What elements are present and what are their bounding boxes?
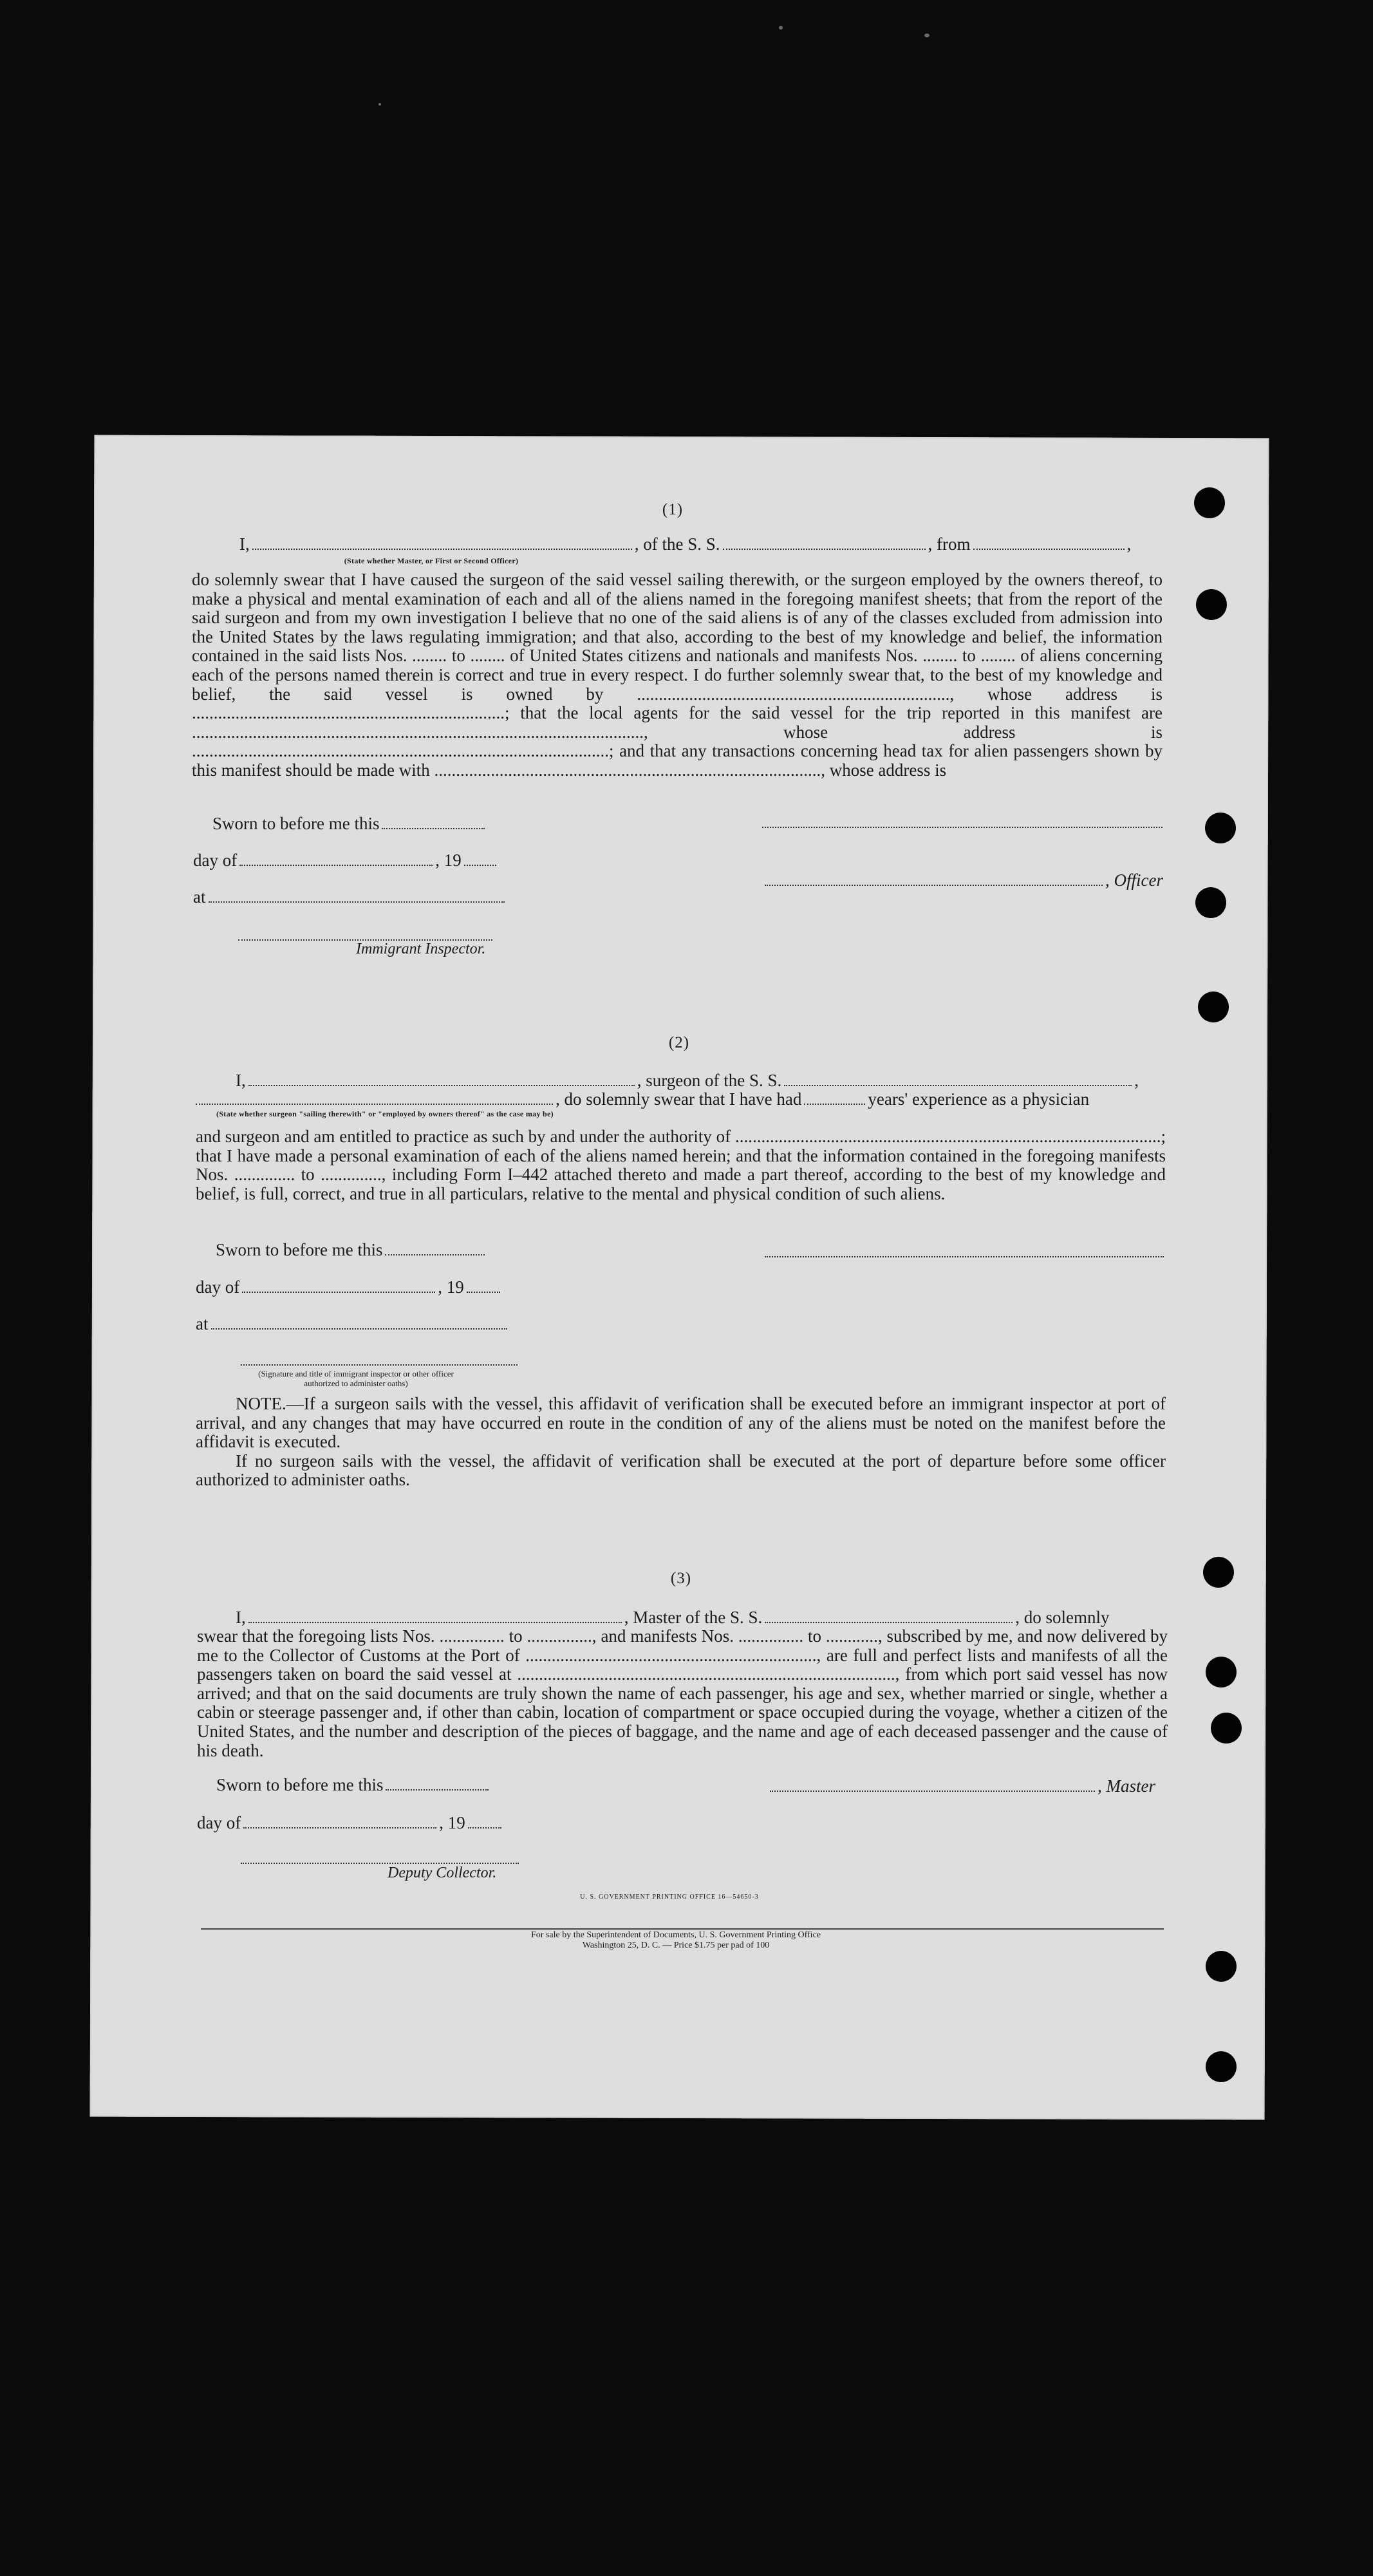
text: , do solemnly swear that I have had xyxy=(556,1089,802,1109)
section-1-opening-line xyxy=(239,534,1131,554)
section-3-master xyxy=(767,1776,1155,1796)
text: I, xyxy=(236,1608,246,1627)
punch-hole xyxy=(1203,1557,1234,1588)
blank xyxy=(382,827,485,829)
text: , Master of the S. S. xyxy=(624,1608,763,1627)
sale-notice-1: For sale by the Superintendent of Documents, U. S. Government Printing Office xyxy=(531,1930,821,1940)
name-blank xyxy=(252,548,632,550)
scan-speck xyxy=(779,26,783,30)
punch-hole xyxy=(1194,487,1225,518)
section-1-day-of xyxy=(193,851,499,870)
punch-hole xyxy=(1211,1713,1242,1744)
text: , xyxy=(1134,1071,1139,1090)
section-1-sworn xyxy=(212,814,487,834)
blank xyxy=(243,1827,436,1829)
text: , of the S. S. xyxy=(634,534,720,554)
punch-hole xyxy=(1206,1951,1237,1982)
section-2-body xyxy=(196,1127,1166,1203)
section-2-number: (2) xyxy=(668,1034,690,1051)
text: I, xyxy=(236,1071,246,1090)
gpo-imprint: U. S. GOVERNMENT PRINTING OFFICE 16—54650-3 xyxy=(580,1894,759,1901)
signature-line xyxy=(765,1255,1164,1257)
section-2-caption: (State whether surgeon "sailing therewith" or "employed by owners thereof" as the case may be) xyxy=(216,1109,554,1118)
text: Sworn to before me this xyxy=(216,1775,384,1794)
punch-hole xyxy=(1198,992,1229,1022)
section-2-signature-caption: (Signature and title of immigrant inspector or other officer authorized to administer oaths) xyxy=(258,1369,454,1388)
blank xyxy=(464,864,496,866)
section-2-opening-line xyxy=(236,1071,1139,1091)
section-3-number: (3) xyxy=(670,1570,692,1587)
section-1-inspector: Immigrant Inspector. xyxy=(356,941,486,957)
section-3-opening-line xyxy=(236,1608,1109,1628)
punch-hole xyxy=(1205,813,1236,843)
text: at xyxy=(193,887,206,907)
text: , Officer xyxy=(1105,870,1163,890)
footer-rule xyxy=(201,1928,1164,1930)
from-blank xyxy=(973,548,1125,550)
signature-line xyxy=(762,826,1163,828)
text: , surgeon of the S. S. xyxy=(637,1071,782,1090)
inspector-signature-line xyxy=(241,1364,518,1366)
text: day of xyxy=(193,851,238,870)
note-text: If no surgeon sails with the vessel, the affidavit of verification shall be executed at the port of departure before some officer authorized to administer oaths. xyxy=(196,1451,1166,1490)
note-text: NOTE.—If a surgeon sails with the vessel, this affidavit of verification shall be executed before an immigrant inspector at port of arrival, and any changes that may have occurred en route in the condition of any of the aliens must be noted on the manifest before the affidavit is executed. xyxy=(196,1394,1166,1452)
body-text: swear that the foregoing lists Nos. ............... to ..............., and manifests Nos. ............... to ............, subscribed by me, and now delivered by me to the Collector of Customs at the Port of ..................................................................., are full and perfect lists and manifests of all the passengers taken on board the said vessel at ......................................................................................., from which port said vessel has now arrived; and that on the said documents are truly shown the name of each passenger, his age and sex, whether married or single, whether a cabin or steerage passenger and, if other than cabin, location of compartment or space occupied during the voyage, whether a citizen of the United States, and the number and description of the pieces of baggage, and the name and age of each deceased passenger and the cause of his death. xyxy=(197,1626,1168,1760)
text: years' experience as a physician xyxy=(868,1089,1090,1109)
text: , 19 xyxy=(438,1277,464,1297)
punch-hole xyxy=(1206,1657,1237,1688)
blank xyxy=(242,1291,435,1293)
text: at xyxy=(196,1314,209,1333)
sale-notice-2: Washington 25, D. C. — Price $1.75 per pad of 100 xyxy=(582,1941,770,1950)
blank xyxy=(467,1291,500,1293)
section-2-second-line xyxy=(193,1089,1089,1109)
vessel-blank xyxy=(765,1621,1013,1623)
blank xyxy=(770,1790,1095,1792)
scan-speck xyxy=(378,103,381,106)
section-1-caption: (State whether Master, or First or Second Officer) xyxy=(344,556,519,565)
blank xyxy=(468,1827,501,1829)
section-3-body xyxy=(197,1627,1168,1760)
name-blank xyxy=(248,1621,622,1623)
section-2-day-of xyxy=(196,1277,503,1297)
text: day of xyxy=(196,1277,240,1297)
section-3-deputy: Deputy Collector. xyxy=(388,1865,497,1881)
section-3-sworn xyxy=(216,1775,491,1795)
section-1-number: (1) xyxy=(662,501,684,518)
punch-hole xyxy=(1206,2051,1237,2082)
vessel-blank xyxy=(723,548,926,550)
text: , do solemnly xyxy=(1015,1608,1110,1627)
section-1-body xyxy=(192,570,1163,780)
blank xyxy=(239,864,433,866)
text: , xyxy=(1126,534,1132,554)
body-text: and surgeon and am entitled to practice as such by and under the authority of ..................................................................................................; that I have made a personal examination of each of the aliens named herein; and that the information contained in the foregoing manifests Nos. .............. to .............., including Form I–442 attached thereto and made a part thereof, according to the best of my knowledge and belief, is full, correct, and true in all particulars, relative to the mental and physical condition of such aliens. xyxy=(196,1127,1166,1203)
body-text: do solemnly swear that I have caused the surgeon of the said vessel sailing therewith, or the surgeon employed by the owners thereof, to make a physical and mental examination of each and all of the aliens named in the foregoing manifest sheets; that from the report of the said surgeon and from my own investigation I believe that no one of the said aliens is of any of the classes excluded from admission into the United States by the laws regulating immigration; and that also, according to the best of my knowledge and belief, the information contained in the said lists Nos. ........ to ........ of United States citizens and nationals and manifests Nos. ........ to ........ of aliens concerning each of the persons named therein is correct and true in every respect. I do further solemnly swear that, to the best of my knowledge and belief, the said vessel is owned by ........................................................................, whose address is ........................................................................; that the local agents for the said vessel for the trip reported in this manifest are ........................................................................................................, whose address is ................................................................................................; and that any transactions concerning head tax for alien passengers shown by this manifest should be made with ........................................................................................., whose address is xyxy=(192,570,1163,780)
section-3-day-of xyxy=(197,1813,504,1833)
text: , 19 xyxy=(435,851,462,870)
years-blank xyxy=(804,1103,865,1105)
name-blank xyxy=(248,1084,635,1086)
text: , from xyxy=(928,534,971,554)
section-2-note xyxy=(196,1395,1166,1490)
text: Sworn to before me this xyxy=(216,1240,383,1259)
section-1-officer xyxy=(762,870,1163,890)
text: Sworn to before me this xyxy=(212,814,380,833)
blank xyxy=(385,1254,485,1255)
punch-hole xyxy=(1195,887,1226,918)
text: I, xyxy=(239,534,250,554)
section-2-at xyxy=(196,1314,510,1334)
blank xyxy=(765,884,1103,886)
scan-speck xyxy=(924,33,929,37)
blank xyxy=(196,1103,553,1105)
text: , 19 xyxy=(439,1813,465,1832)
blank xyxy=(209,901,505,903)
blank xyxy=(386,1789,489,1791)
section-2-sworn xyxy=(216,1240,487,1260)
blank xyxy=(211,1328,507,1330)
section-1-at xyxy=(193,887,507,907)
text: day of xyxy=(197,1813,241,1832)
vessel-blank xyxy=(784,1084,1132,1086)
punch-hole xyxy=(1196,589,1227,620)
text: , Master xyxy=(1097,1776,1155,1796)
